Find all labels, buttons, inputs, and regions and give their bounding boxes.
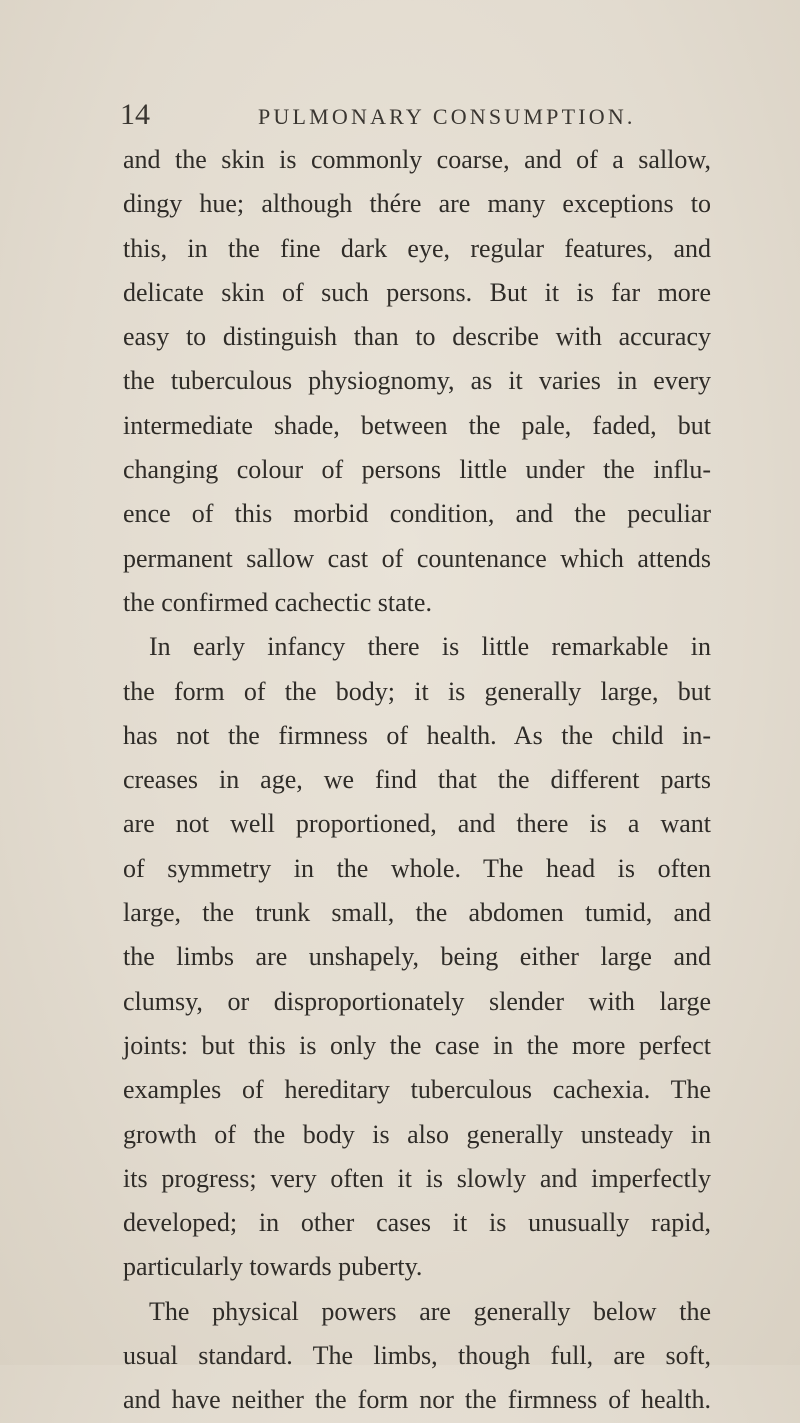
text-line: intermediate shade, between the pale, faded, but: [123, 410, 711, 440]
text-line: large, the trunk small, the abdomen tumid, and: [123, 898, 711, 928]
text-line: the confirmed cachectic state.: [123, 587, 432, 617]
text-line: clumsy, or disproportionately slender with large: [123, 986, 711, 1016]
text-line: has not the firmness of health. As the child in-: [123, 720, 711, 750]
text-line: this, in the fine dark eye, regular features, and: [123, 233, 711, 263]
text-line: the tuberculous physiognomy, as it varies in every: [123, 366, 711, 396]
text-line: delicate skin of such persons. But it is far more: [123, 277, 711, 307]
page-header: [120, 100, 740, 140]
text-line: usual standard. The limbs, though full, are soft,: [123, 1341, 711, 1371]
text-line: joints: but this is only the case in the more perfect: [123, 1030, 711, 1060]
text-line: of symmetry in the whole. The head is often: [123, 853, 711, 883]
text-line: ence of this morbid condition, and the peculiar: [123, 499, 711, 529]
text-line: its progress; very often it is slowly and imperfectly: [123, 1163, 711, 1193]
text-line: easy to distinguish than to describe with accuracy: [123, 322, 711, 352]
text-line: changing colour of persons little under the influ-: [123, 455, 711, 485]
text-line: permanent sallow cast of countenance which attends: [123, 543, 711, 573]
page-number: 14: [120, 98, 150, 131]
running-title: PULMONARY CONSUMPTION.: [258, 104, 636, 129]
text-line: growth of the body is also generally unsteady in: [123, 1119, 711, 1149]
text-line: The physical powers are generally below the: [149, 1296, 711, 1326]
body-text: [123, 138, 711, 1423]
text-line: developed; in other cases it is unusually rapid,: [123, 1208, 711, 1238]
text-line: In early infancy there is little remarkable in: [149, 632, 711, 662]
text-line: creases in age, we find that the different parts: [123, 765, 711, 795]
text-line: are not well proportioned, and there is a want: [123, 809, 711, 839]
text-line: the limbs are unshapely, being either large and: [123, 942, 711, 972]
text-line: the form of the body; it is generally large, but: [123, 676, 711, 706]
text-line: examples of hereditary tuberculous cachexia. The: [123, 1075, 711, 1105]
text-line: dingy hue; although thére are many exceptions to: [123, 189, 711, 219]
text-line: particularly towards puberty.: [123, 1252, 423, 1282]
text-line: and have neither the form nor the firmness of health.: [123, 1385, 711, 1415]
text-line: and the skin is commonly coarse, and of a sallow,: [123, 145, 711, 174]
